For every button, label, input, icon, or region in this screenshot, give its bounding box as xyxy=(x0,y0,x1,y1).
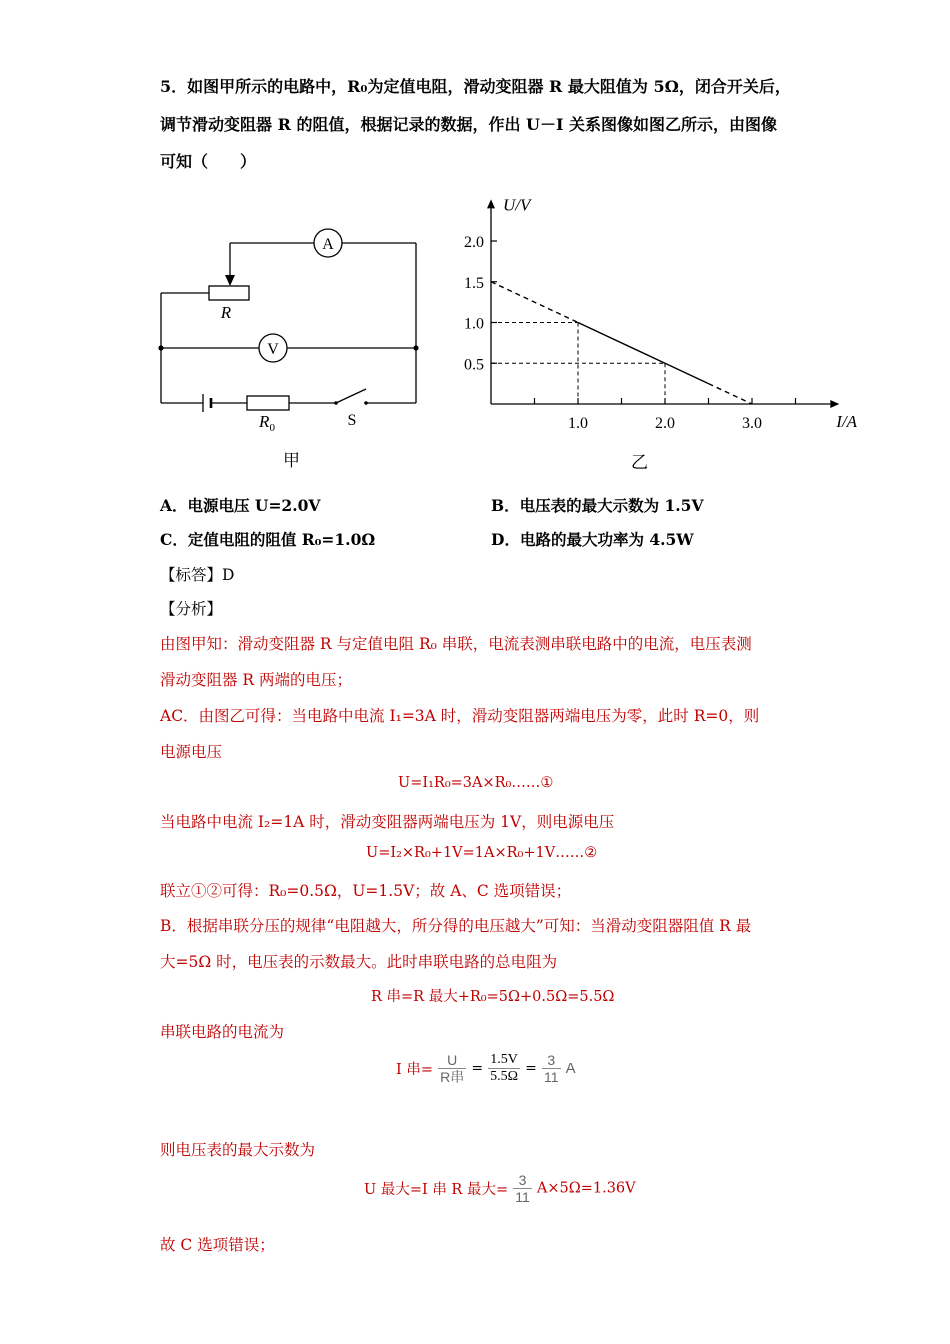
chart-caption: 乙 xyxy=(631,453,648,473)
rheostat-body xyxy=(209,286,249,300)
equation-3: R 串=R 最大+R₀=5Ω+0.5Ω=5.5Ω xyxy=(371,989,615,1005)
x-axis-arrow-icon xyxy=(830,400,839,408)
analysis-p6: 串联电路的电流为 xyxy=(160,1023,285,1041)
ammeter-label: A xyxy=(322,236,334,253)
equation-2: U=I₂×R₀+1V=1A×R₀+1V……② xyxy=(366,845,598,861)
analysis-p2b: 电源电压 xyxy=(160,743,223,761)
analysis-p5b: 大=5Ω 时，电压表的示数最大。此时串联电路的总电阻为 xyxy=(160,953,558,971)
series-solid xyxy=(578,323,709,384)
question-line-1: 5．如图甲所示的电路中，R₀为定值电阻，滑动变阻器 R 最大阻值为 5Ω，闭合开关后， xyxy=(160,77,791,96)
question-line-3: 可知（ ） xyxy=(160,152,257,171)
slider-arrow-icon xyxy=(225,275,235,286)
analysis-p5a: B．根据串联分压的规律“电阻越大，所分得的电压越大”可知：当滑动变阻器阻值 R 最 xyxy=(160,917,752,935)
junction-right xyxy=(413,345,418,350)
eq5-left: U 最大=I 串 R 最大= xyxy=(364,1182,509,1198)
y-axis-arrow-icon xyxy=(487,199,495,208)
option-c: C．定值电阻的阻值 R₀=1.0Ω xyxy=(160,530,376,549)
analysis-p8: 故 C 选项错误； xyxy=(160,1236,275,1254)
voltmeter-label: V xyxy=(267,341,279,358)
eq4-fraction-1: $\frac{U}{\text{R串}}$ xyxy=(440,1052,465,1085)
series-dashed-right xyxy=(709,384,753,404)
fixed-resistor xyxy=(247,396,289,410)
answer: 【标答】D xyxy=(160,566,235,584)
switch-label: S xyxy=(347,412,357,429)
question-line-2: 调节滑动变阻器 R 的阻值，根据记录的数据，作出 U－I 关系图像如图乙所示，由图像 xyxy=(160,115,778,134)
y-tick-label: 1.0 xyxy=(464,315,484,333)
eq4-fraction-2: $\frac{1.5V}{5.5\Omega}$ xyxy=(490,1052,519,1084)
y-tick-label: 0.5 xyxy=(464,356,484,374)
option-a: A．电源电压 U=2.0V xyxy=(160,496,321,515)
switch-contact-left xyxy=(334,401,338,405)
analysis-p7: 则电压表的最大示数为 xyxy=(160,1141,316,1159)
ui-chart xyxy=(450,188,858,438)
analysis-title: 【分析】 xyxy=(160,600,223,618)
series-dashed-left xyxy=(491,282,578,323)
x-axis-label: I/A xyxy=(836,412,858,431)
eq4-fraction-3: $\frac{3}{11}$ xyxy=(543,1052,559,1085)
eq5-right: A×5Ω=1.36V xyxy=(536,1180,636,1197)
y-tick-label: 2.0 xyxy=(464,234,484,251)
option-d: D．电路的最大功率为 4.5W xyxy=(491,530,694,549)
eq5-fraction: $\frac{3}{11}$ xyxy=(515,1172,530,1205)
equation-5 xyxy=(364,1172,636,1205)
circuit-caption: 甲 xyxy=(283,451,300,471)
option-b: B．电压表的最大示数为 1.5V xyxy=(491,496,704,515)
equation-4: I 串= $\frac{U}{\text{R串}}$ = $\frac{1.5V}{5.5\Omega}$ = $\frac{3}{11}$ A xyxy=(396,1052,576,1085)
analysis-p4: 联立①②可得：R₀=0.5Ω，U=1.5V；故 A、C 选项错误； xyxy=(160,882,572,900)
x-tick-label: 3.0 xyxy=(742,415,762,432)
eq4-left: I 串= xyxy=(396,1062,433,1078)
circuit-diagram xyxy=(150,218,430,478)
eq4-unit: A xyxy=(565,1060,576,1077)
equation-1: U=I₁R₀=3A×R₀……① xyxy=(398,775,554,791)
analysis-p1a: 由图甲知：滑动变阻器 R 与定值电阻 R₀ 串联，电流表测串联电路中的电流，电压表测 xyxy=(160,635,752,653)
analysis-p2a: AC．由图乙可得：当电路中电流 I₁=3A 时，滑动变阻器两端电压为零，此时 R=0，则 xyxy=(160,707,760,725)
y-axis-label: U/V xyxy=(503,195,531,215)
switch-contact-right xyxy=(364,401,368,405)
y-tick-label: 1.5 xyxy=(464,274,484,292)
analysis-p1b: 滑动变阻器 R 两端的电压； xyxy=(160,671,353,689)
resistor-label: $R_0$ xyxy=(259,412,275,434)
x-tick-label: 2.0 xyxy=(655,415,675,432)
analysis-p3: 当电路中电流 I₂=1A 时，滑动变阻器两端电压为 1V，则电源电压 xyxy=(160,813,615,831)
junction-left xyxy=(158,345,163,350)
x-tick-label: 1.0 xyxy=(568,415,588,432)
rheostat-label: R xyxy=(220,303,232,322)
